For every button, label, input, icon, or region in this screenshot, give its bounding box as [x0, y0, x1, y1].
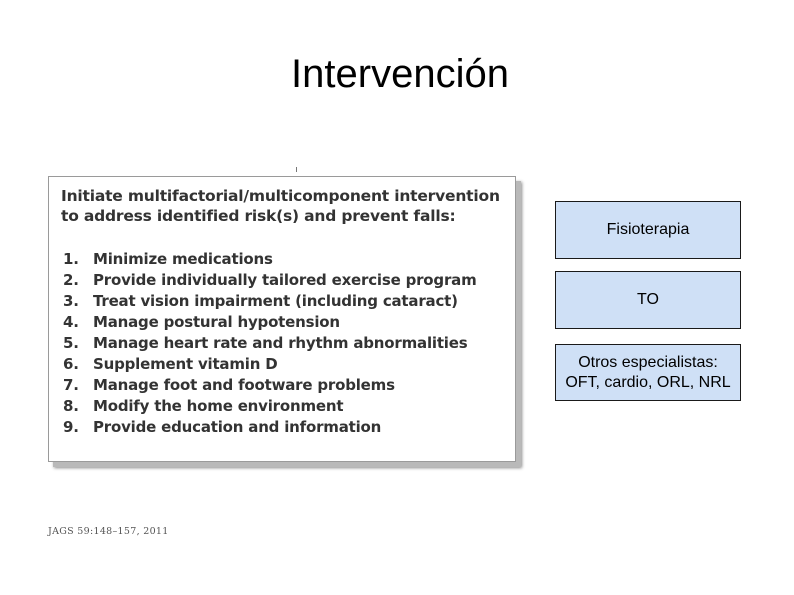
list-item: 9. Provide education and information [63, 418, 382, 436]
slide-title: Intervención [291, 52, 509, 96]
figure-heading: Initiate multifactorial/multicomponent intervention to address identified risk(s) and prevent falls: [61, 187, 500, 225]
intervention-list [63, 249, 477, 438]
list-item: 3. Treat vision impairment (including cataract) [63, 292, 458, 310]
other-specialists-title: Otros especialistas: [578, 353, 718, 371]
other-specialists-list: OFT, cardio, ORL, NRL [565, 373, 731, 391]
physiotherapy-box: Fisioterapia [555, 201, 741, 259]
list-item: 4. Manage postural hypotension [63, 313, 340, 331]
occupational-therapy-box: TO [555, 271, 741, 329]
list-item: 5. Manage heart rate and rhythm abnormalities [63, 334, 468, 352]
list-item: 6. Supplement vitamin D [63, 355, 278, 373]
list-item: 1. Minimize medications [63, 250, 273, 268]
list-item: 7. Manage foot and footware problems [63, 376, 395, 394]
intervention-figure [48, 176, 516, 462]
other-specialists-box [555, 344, 741, 401]
stray-mark [296, 167, 297, 172]
list-item: 2. Provide individually tailored exercise program [63, 271, 477, 289]
citation: JAGS 59:148–157, 2011 [48, 526, 169, 537]
list-item: 8. Modify the home environment [63, 397, 344, 415]
